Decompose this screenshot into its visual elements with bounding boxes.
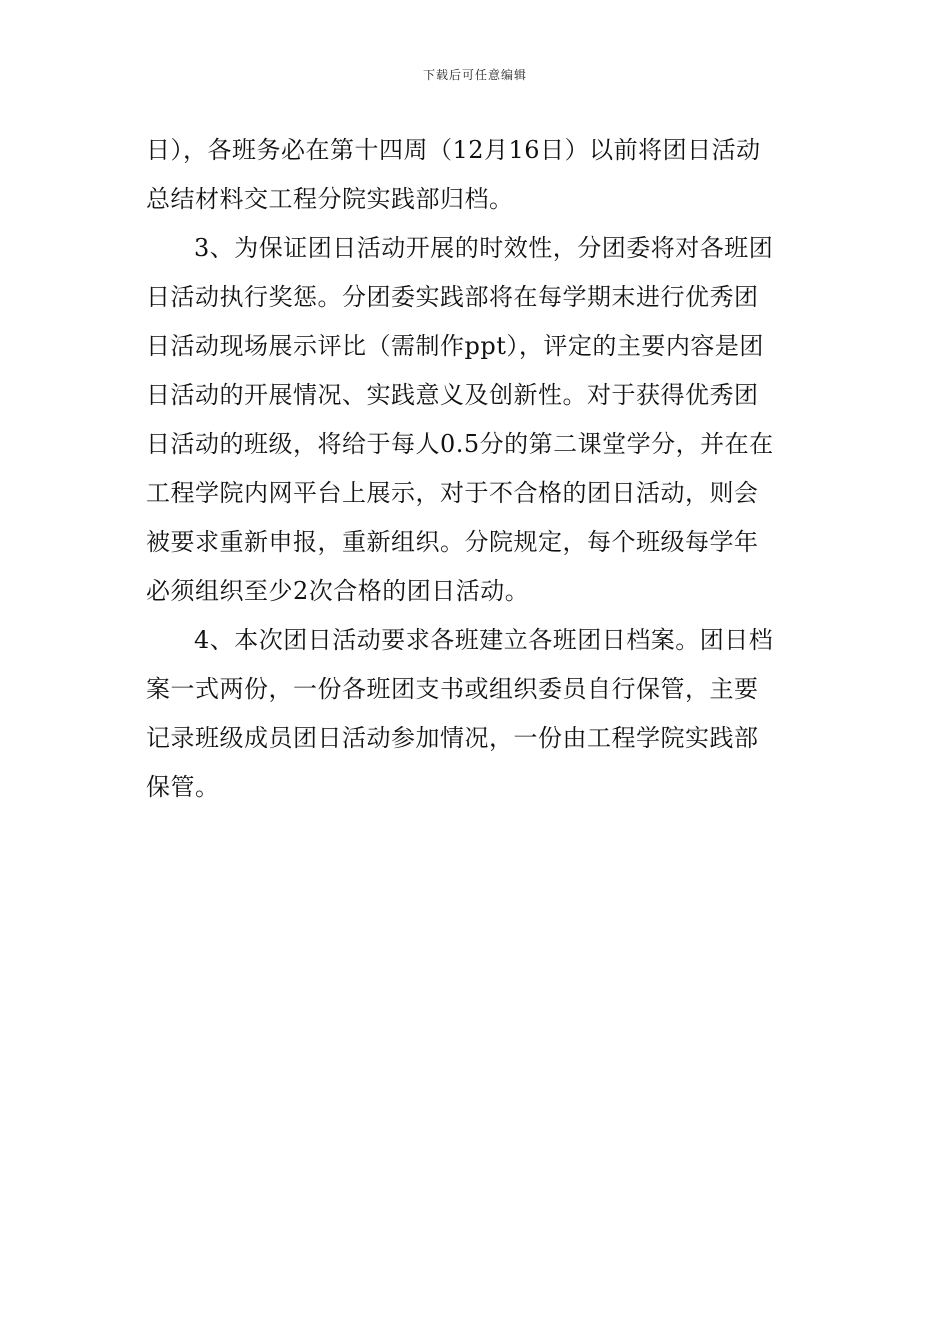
text-line: 必须组织至少2次合格的团日活动。	[146, 577, 530, 605]
text-line: 日），各班务必在第十四周（12月16日）以前将团日活动	[146, 136, 761, 164]
text-line: 保管。	[146, 773, 220, 801]
paragraph-3-start: 3、为保证团日活动开展的时效性，分团委将对各班团	[194, 234, 774, 262]
text-line: 被要求重新申报，重新组织。分院规定，每个班级每学年	[146, 528, 759, 556]
text-line: 案一式两份，一份各班团支书或组织委员自行保管，主要	[146, 675, 759, 703]
text-line: 总结材料交工程分院实践部归档。	[146, 185, 514, 213]
text-line: 日活动执行奖惩。分团委实践部将在每学期末进行优秀团	[146, 283, 759, 311]
document-body	[146, 126, 806, 812]
text-line: 记录班级成员团日活动参加情况，一份由工程学院实践部	[146, 724, 759, 752]
header-note: 下载后可任意编辑	[422, 68, 527, 82]
text-line: 日活动现场展示评比（需制作ppt），评定的主要内容是团	[146, 332, 764, 360]
text-line: 日活动的开展情况、实践意义及创新性。对于获得优秀团	[146, 381, 759, 409]
text-line: 日活动的班级，将给于每人0.5分的第二课堂学分，并在在	[146, 430, 774, 458]
text-line: 工程学院内网平台上展示，对于不合格的团日活动，则会	[146, 479, 759, 507]
paragraph-4-start: 4、本次团日活动要求各班建立各班团日档案。团日档	[194, 626, 774, 654]
